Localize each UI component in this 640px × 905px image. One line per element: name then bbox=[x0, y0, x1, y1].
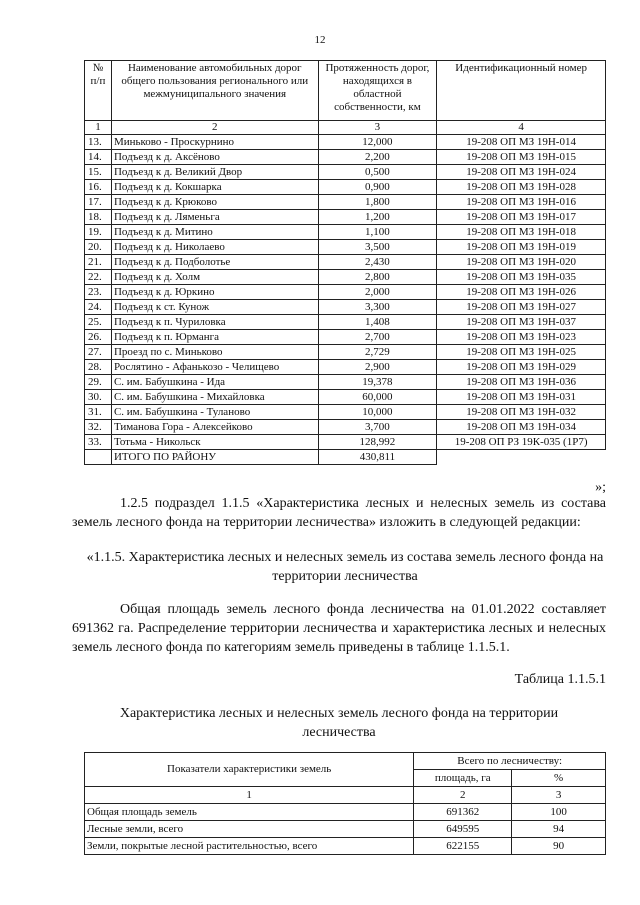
road-length: 0,500 bbox=[318, 165, 437, 180]
road-name: Тиманова Гора - Алексейково bbox=[111, 420, 318, 435]
column-number: 1 bbox=[85, 787, 414, 804]
table-row bbox=[85, 405, 606, 420]
road-name: Подъезд к д. Ляменьга bbox=[111, 210, 318, 225]
road-name: Проезд по с. Миньково bbox=[111, 345, 318, 360]
header-total: Всего по лесничеству: bbox=[414, 753, 606, 770]
header-indicator: Показатели характеристики земель bbox=[85, 753, 414, 787]
header-length: Протяженность дорог, находящихся в областной собственности, км bbox=[318, 61, 437, 121]
table-row bbox=[85, 210, 606, 225]
road-length: 2,000 bbox=[318, 285, 437, 300]
road-id: 19-208 ОП МЗ 19Н-014 bbox=[437, 135, 606, 150]
table-row bbox=[85, 315, 606, 330]
road-id: 19-208 ОП МЗ 19Н-018 bbox=[437, 225, 606, 240]
road-id: 19-208 ОП МЗ 19Н-034 bbox=[437, 420, 606, 435]
road-length: 2,200 bbox=[318, 150, 437, 165]
table-row bbox=[85, 240, 606, 255]
road-length: 2,700 bbox=[318, 330, 437, 345]
table-row bbox=[85, 300, 606, 315]
road-id: 19-208 ОП МЗ 19Н-015 bbox=[437, 150, 606, 165]
road-name: Миньково - Проскурнино bbox=[111, 135, 318, 150]
roads-table-body bbox=[85, 135, 606, 450]
column-number: 3 bbox=[512, 787, 606, 804]
road-id: 19-208 ОП МЗ 19Н-020 bbox=[437, 255, 606, 270]
road-id: 19-208 ОП МЗ 19Н-023 bbox=[437, 330, 606, 345]
header-id: Идентификационный номер bbox=[437, 61, 606, 121]
land-percent: 100 bbox=[512, 804, 606, 821]
road-number: 26. bbox=[85, 330, 112, 345]
road-length: 1,408 bbox=[318, 315, 437, 330]
road-id: 19-208 ОП МЗ 19Н-031 bbox=[437, 390, 606, 405]
road-length: 1,100 bbox=[318, 225, 437, 240]
road-number: 15. bbox=[85, 165, 112, 180]
roads-table-header bbox=[85, 61, 606, 121]
paragraph-1-2-5: 1.2.5 подраздел 1.1.5 «Характеристика лесных и нелесных земель из состава земель лесного фонда на территории лесничества» изложить в следующей редакции: bbox=[72, 496, 606, 530]
header-area: площадь, га bbox=[414, 770, 512, 787]
road-number: 28. bbox=[85, 360, 112, 375]
road-id: 19-208 ОП МЗ 19Н-017 bbox=[437, 210, 606, 225]
road-length: 19,378 bbox=[318, 375, 437, 390]
table-caption: Характеристика лесных и нелесных земель лесного фонда на территории лесничества bbox=[119, 706, 559, 740]
road-name: Подъезд к д. Подболотье bbox=[111, 255, 318, 270]
header-percent: % bbox=[512, 770, 606, 787]
road-id: 19-208 ОП МЗ 19Н-027 bbox=[437, 300, 606, 315]
road-length: 0,900 bbox=[318, 180, 437, 195]
road-length: 1,800 bbox=[318, 195, 437, 210]
road-number: 19. bbox=[85, 225, 112, 240]
table-label: Таблица 1.1.5.1 bbox=[514, 672, 606, 687]
table-row bbox=[85, 804, 606, 821]
total-row bbox=[85, 450, 606, 465]
total-label: ИТОГО ПО РАЙОНУ bbox=[111, 450, 318, 465]
road-name: Подъезд к д. Аксёново bbox=[111, 150, 318, 165]
table-row bbox=[85, 165, 606, 180]
land-name: Земли, покрытые лесной растительностью, всего bbox=[85, 838, 414, 855]
road-number: 30. bbox=[85, 390, 112, 405]
road-number: 31. bbox=[85, 405, 112, 420]
road-number: 18. bbox=[85, 210, 112, 225]
road-name: Подъезд к ст. Кунож bbox=[111, 300, 318, 315]
road-number: 23. bbox=[85, 285, 112, 300]
land-name: Лесные земли, всего bbox=[85, 821, 414, 838]
road-number: 27. bbox=[85, 345, 112, 360]
road-id: 19-208 ОП МЗ 19Н-016 bbox=[437, 195, 606, 210]
table-row bbox=[85, 435, 606, 450]
road-length: 3,300 bbox=[318, 300, 437, 315]
road-length: 2,800 bbox=[318, 270, 437, 285]
road-number: 13. bbox=[85, 135, 112, 150]
road-number: 21. bbox=[85, 255, 112, 270]
road-number: 33. bbox=[85, 435, 112, 450]
road-number: 22. bbox=[85, 270, 112, 285]
roads-table bbox=[84, 60, 606, 465]
road-number: 17. bbox=[85, 195, 112, 210]
road-id: 19-208 ОП МЗ 19Н-032 bbox=[437, 405, 606, 420]
table-row bbox=[85, 270, 606, 285]
road-id: 19-208 ОП МЗ 19Н-019 bbox=[437, 240, 606, 255]
road-length: 10,000 bbox=[318, 405, 437, 420]
road-number: 20. bbox=[85, 240, 112, 255]
table-row bbox=[85, 135, 606, 150]
road-length: 2,900 bbox=[318, 360, 437, 375]
table-row bbox=[85, 150, 606, 165]
column-number: 4 bbox=[437, 121, 606, 135]
road-number: 16. bbox=[85, 180, 112, 195]
road-name: Подъезд к д. Кокшарка bbox=[111, 180, 318, 195]
section-title: «1.1.5. Характеристика лесных и нелесных земель из состава земель лесного фонда на территории лесничества bbox=[86, 550, 604, 584]
road-name: С. им. Бабушкина - Ида bbox=[111, 375, 318, 390]
road-id: 19-208 ОП МЗ 19Н-029 bbox=[437, 360, 606, 375]
land-percent: 94 bbox=[512, 821, 606, 838]
land-table bbox=[84, 752, 606, 855]
road-length: 12,000 bbox=[318, 135, 437, 150]
road-id: 19-208 ОП МЗ 19Н-024 bbox=[437, 165, 606, 180]
road-length: 1,200 bbox=[318, 210, 437, 225]
road-id: 19-208 ОП РЗ 19К-035 (1Р7) bbox=[437, 435, 606, 450]
land-name: Общая площадь земель bbox=[85, 804, 414, 821]
road-name: Тотьма - Никольск bbox=[111, 435, 318, 450]
table-row bbox=[85, 345, 606, 360]
road-length: 2,430 bbox=[318, 255, 437, 270]
road-name: С. им. Бабушкина - Михайловка bbox=[111, 390, 318, 405]
road-number: 14. bbox=[85, 150, 112, 165]
table-row bbox=[85, 360, 606, 375]
road-length: 3,700 bbox=[318, 420, 437, 435]
road-number: 25. bbox=[85, 315, 112, 330]
road-id: 19-208 ОП МЗ 19Н-026 bbox=[437, 285, 606, 300]
road-name: Рослятино - Афанькозо - Челищево bbox=[111, 360, 318, 375]
road-name: Подъезд к д. Холм bbox=[111, 270, 318, 285]
road-id: 19-208 ОП МЗ 19Н-035 bbox=[437, 270, 606, 285]
road-length: 128,992 bbox=[318, 435, 437, 450]
road-name: Подъезд к д. Великий Двор bbox=[111, 165, 318, 180]
table-row bbox=[85, 420, 606, 435]
page-number: 12 bbox=[314, 34, 326, 46]
road-name: Подъезд к п. Чуриловка bbox=[111, 315, 318, 330]
road-name: Подъезд к п. Юрманга bbox=[111, 330, 318, 345]
land-column-numbers-row bbox=[85, 787, 606, 804]
road-length: 3,500 bbox=[318, 240, 437, 255]
table-row bbox=[85, 255, 606, 270]
road-number: 24. bbox=[85, 300, 112, 315]
total-length: 430,811 bbox=[318, 450, 437, 465]
land-percent: 90 bbox=[512, 838, 606, 855]
land-area: 622155 bbox=[414, 838, 512, 855]
road-name: Подъезд к д. Юркино bbox=[111, 285, 318, 300]
road-id: 19-208 ОП МЗ 19Н-028 bbox=[437, 180, 606, 195]
road-name: С. им. Бабушкина - Туланово bbox=[111, 405, 318, 420]
header-name: Наименование автомобильных дорог общего пользования регионального или межмуниципального значения bbox=[111, 61, 318, 121]
land-area: 649595 bbox=[414, 821, 512, 838]
closing-mark: »; bbox=[595, 480, 606, 495]
column-number: 2 bbox=[414, 787, 512, 804]
table-row bbox=[85, 390, 606, 405]
road-length: 60,000 bbox=[318, 390, 437, 405]
road-id: 19-208 ОП МЗ 19Н-025 bbox=[437, 345, 606, 360]
road-id: 19-208 ОП МЗ 19Н-037 bbox=[437, 315, 606, 330]
table-row bbox=[85, 821, 606, 838]
road-id: 19-208 ОП МЗ 19Н-036 bbox=[437, 375, 606, 390]
road-number: 32. bbox=[85, 420, 112, 435]
table-row bbox=[85, 285, 606, 300]
table-row bbox=[85, 195, 606, 210]
table-row bbox=[85, 375, 606, 390]
table-row bbox=[85, 838, 606, 855]
header-num: № п/п bbox=[85, 61, 112, 121]
road-name: Подъезд к д. Крюково bbox=[111, 195, 318, 210]
table-row bbox=[85, 225, 606, 240]
road-length: 2,729 bbox=[318, 345, 437, 360]
column-number: 3 bbox=[318, 121, 437, 135]
column-numbers-row bbox=[85, 121, 606, 135]
road-number: 29. bbox=[85, 375, 112, 390]
table-row bbox=[85, 330, 606, 345]
paragraph-total-area: Общая площадь земель лесного фонда лесничества на 01.01.2022 составляет 691362 га. Распределение территории лесничества и характеристика лесных и нелесных земель лесного фонда по категориям земель приведены в таблице 1.1.5.1. bbox=[72, 602, 606, 655]
column-number: 2 bbox=[111, 121, 318, 135]
road-name: Подъезд к д. Николаево bbox=[111, 240, 318, 255]
land-area: 691362 bbox=[414, 804, 512, 821]
table-row bbox=[85, 180, 606, 195]
road-name: Подъезд к д. Митино bbox=[111, 225, 318, 240]
column-number: 1 bbox=[85, 121, 112, 135]
